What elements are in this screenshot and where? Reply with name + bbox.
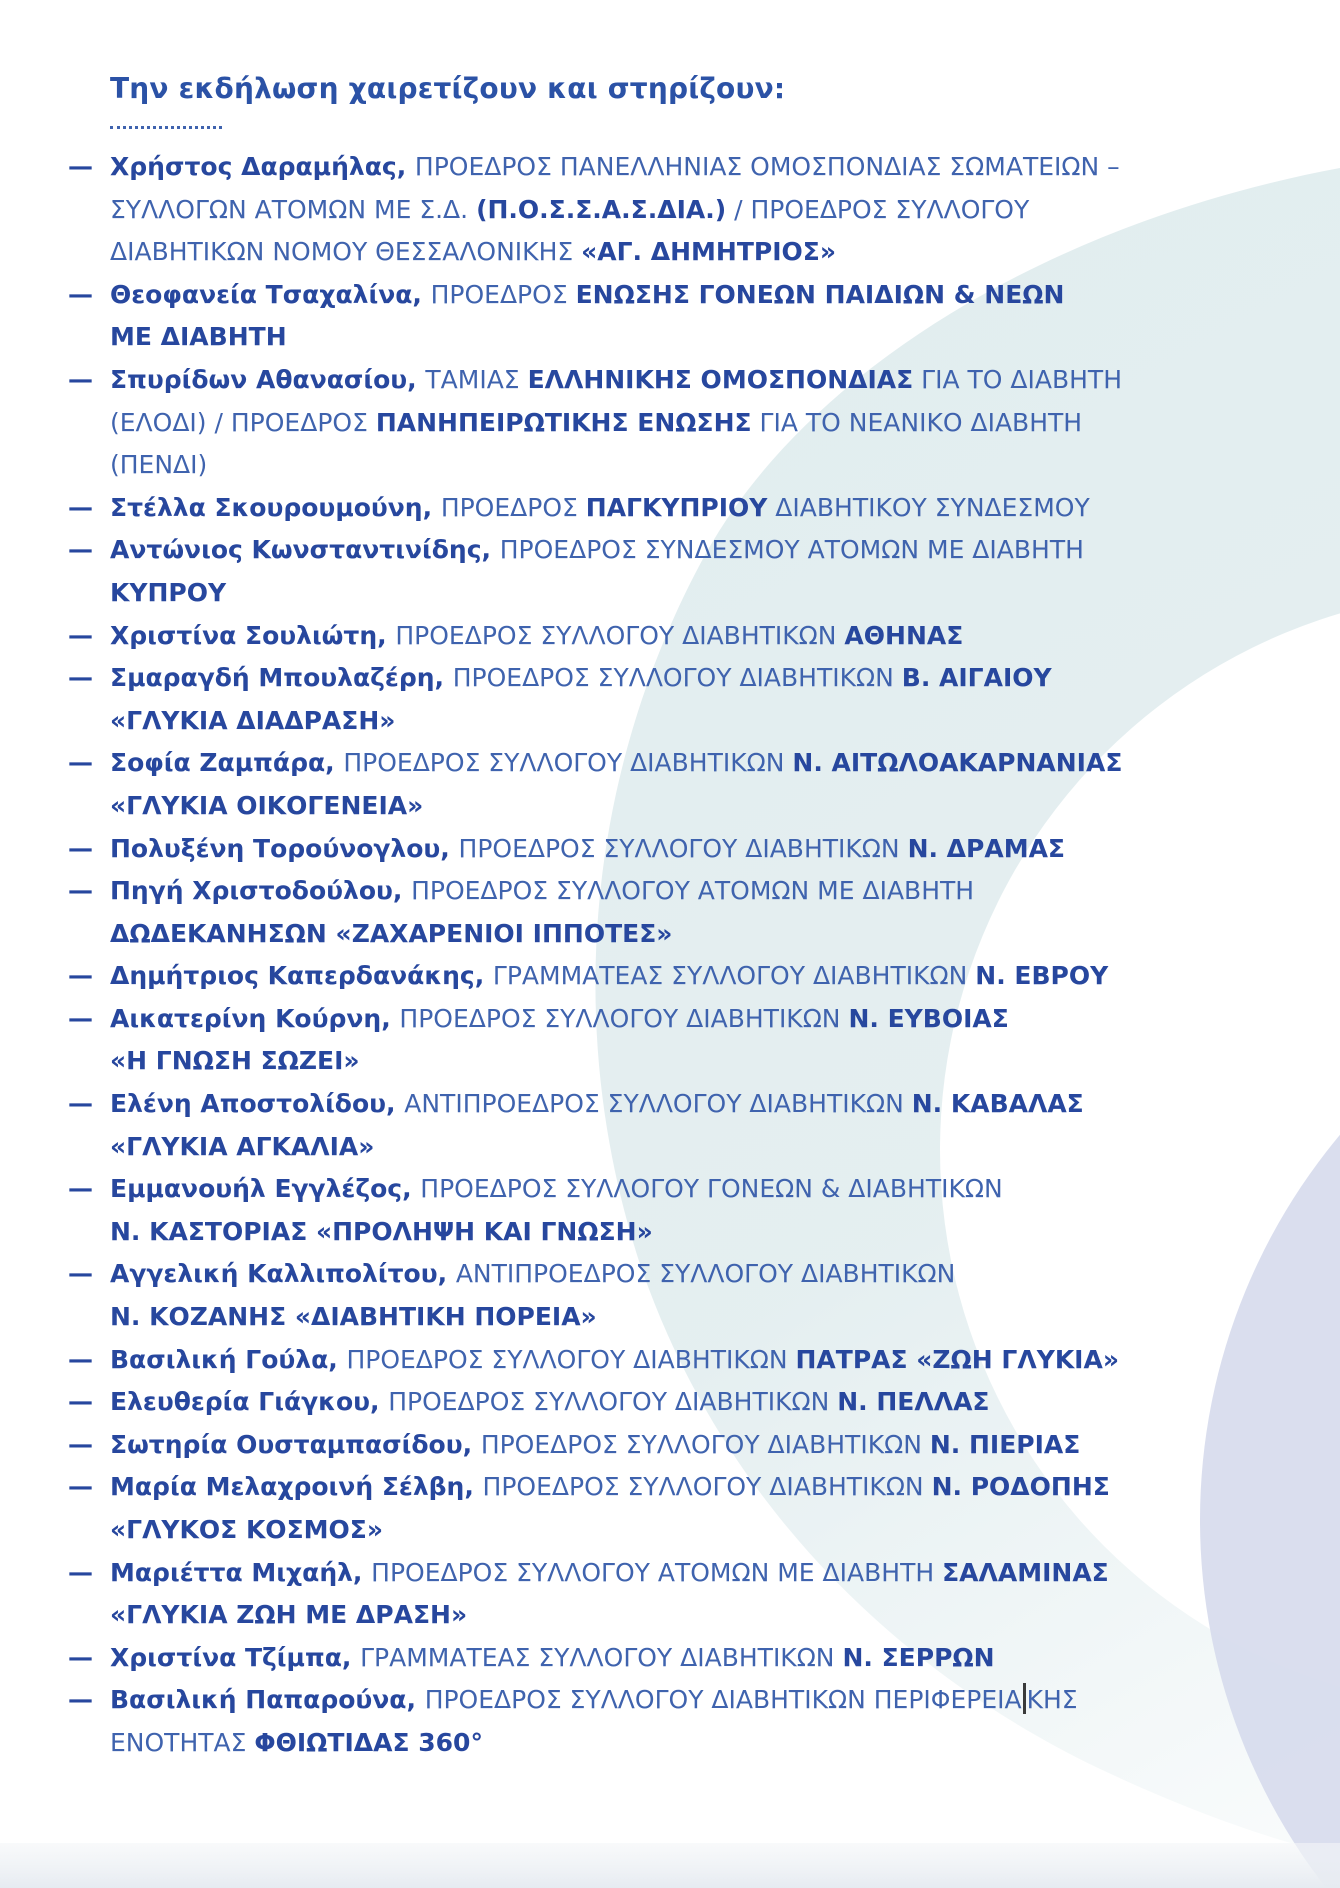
- entry-line: [110, 785, 1290, 828]
- entry-bold-text: Χριστίνα Τζίμπα,: [110, 1642, 361, 1672]
- entry-bold-text: Ελένη Αποστολίδου,: [110, 1089, 405, 1119]
- entry-regular-text: ΓΙΑ ΤΟ ΔΙΑΒΗΤΗ: [913, 364, 1122, 394]
- entry-line: [110, 1509, 1290, 1552]
- entry-bold-text: ΔΩΔΕΚΑΝΗΣΩΝ «ΖΑΧΑΡΕΝΙΟΙ ΙΠΠΟΤΕΣ»: [110, 918, 673, 948]
- entry-regular-text: ΓΡΑΜΜΑΤΕΑΣ ΣΥΛΛΟΓΟΥ ΔΙΑΒΗΤΙΚΩΝ: [492, 961, 976, 991]
- entry-bold-text: Ν. ΣΕΡΡΩΝ: [842, 1642, 995, 1672]
- entry-bold-text: Ν. ΚΑΣΤΟΡΙΑΣ «ΠΡΟΛΗΨΗ ΚΑΙ ΓΝΩΣΗ»: [110, 1216, 653, 1246]
- entry-bold-text: Μαρία Μελαχροινή Σέλβη,: [110, 1472, 483, 1502]
- list-entry: [68, 487, 1290, 530]
- entry-line: [68, 1253, 1290, 1296]
- entry-line: [68, 1381, 1290, 1424]
- entry-bold-text: «ΓΛΥΚΙΑ ΑΓΚΑΛΙΑ»: [110, 1131, 375, 1161]
- entry-bold-text: Αικατερίνη Κούρνη,: [110, 1003, 400, 1033]
- entry-bold-text: «ΓΛΥΚΙΑ ΔΙΑΔΡΑΣΗ»: [110, 705, 396, 735]
- entry-dash: —: [68, 1259, 93, 1289]
- list-entry: [68, 359, 1290, 487]
- entry-regular-text: ΑΝΤΙΠΡΟΕΔΡΟΣ ΣΥΛΛΟΓΟΥ ΔΙΑΒΗΤΙΚΩΝ: [404, 1089, 912, 1119]
- entry-dash: —: [68, 1472, 93, 1502]
- entry-regular-text: ΔΙΑΒΗΤΙΚΟΥ ΣΥΝΔΕΣΜΟΥ: [767, 492, 1090, 522]
- entry-line: [68, 955, 1290, 998]
- entry-regular-text: ΠΡΟΕΔΡΟΣ ΣΥΛΛΟΓΟΥ ΔΙΑΒΗΤΙΚΩΝ: [452, 663, 902, 693]
- list-entry: [68, 1679, 1290, 1764]
- entry-line: [68, 1168, 1290, 1211]
- entry-regular-text: ΠΡΟΕΔΡΟΣ ΣΥΝΔΕΣΜΟΥ ΑΤΟΜΩΝ ΜΕ ΔΙΑΒΗΤΗ: [499, 535, 1084, 565]
- entry-dash: —: [68, 1344, 93, 1374]
- entry-bold-text: «ΑΓ. ΔΗΜΗΤΡΙΟΣ»: [581, 237, 836, 267]
- entry-dash: —: [68, 364, 93, 394]
- entry-bold-text: Β. ΑΙΓΑΙΟΥ: [901, 663, 1052, 693]
- entry-dash: —: [68, 492, 93, 522]
- list-entry: [68, 1253, 1290, 1338]
- list-entry: [68, 998, 1290, 1083]
- page-title: Την εκδήλωση χαιρετίζουν και στηρίζουν:: [110, 72, 786, 105]
- entry-line: [68, 1466, 1290, 1509]
- entry-bold-text: Ν. ΕΒΡΟΥ: [975, 961, 1109, 991]
- entry-bold-text: ΣΑΛΑΜΙΝΑΣ: [942, 1557, 1109, 1587]
- entry-dash: —: [68, 279, 93, 309]
- entry-regular-text: ΕΝΟΤΗΤΑΣ: [110, 1727, 255, 1757]
- entry-dash: —: [68, 1642, 93, 1672]
- entry-regular-text: ΠΡΟΕΔΡΟΣ ΣΥΛΛΟΓΟΥ ΑΤΟΜΩΝ ΜΕ ΔΙΑΒΗΤΗ: [411, 876, 975, 906]
- entry-regular-text: ΠΡΟΕΔΡΟΣ ΣΥΛΛΟΓΟΥ ΔΙΑΒΗΤΙΚΩΝ: [458, 833, 908, 863]
- entry-dash: —: [68, 961, 93, 991]
- entry-dash: —: [68, 1003, 93, 1033]
- entry-line: [110, 1594, 1290, 1637]
- list-entry: [68, 742, 1290, 827]
- entry-regular-text: ΑΝΤΙΠΡΟΕΔΡΟΣ ΣΥΛΛΟΓΟΥ ΔΙΑΒΗΤΙΚΩΝ: [455, 1259, 956, 1289]
- entry-bold-text: Στέλλα Σκουρουμούνη,: [110, 492, 441, 522]
- entry-line: [68, 828, 1290, 871]
- entry-line: [110, 1296, 1290, 1339]
- entry-line: [68, 1679, 1290, 1722]
- entry-line: [110, 1211, 1290, 1254]
- entry-bold-text: (Π.Ο.Σ.Σ.Α.Σ.ΔΙΑ.): [476, 194, 727, 224]
- entry-regular-text: ΠΡΟΕΔΡΟΣ ΣΥΛΛΟΓΟΥ ΔΙΑΒΗΤΙΚΩΝ: [395, 620, 845, 650]
- entry-regular-text: ΠΡΟΕΔΡΟΣ ΣΥΛΛΟΓΟΥ ΔΙΑΒΗΤΙΚΩΝ: [480, 1429, 930, 1459]
- entry-bold-text: «ΓΛΥΚΙΑ ΟΙΚΟΓΕΝΕΙΑ»: [110, 790, 424, 820]
- supporters-list: [68, 146, 1290, 1765]
- list-entry: [68, 146, 1290, 274]
- entry-dash: —: [68, 833, 93, 863]
- entry-bold-text: Ν. ΑΙΤΩΛΟΑΚΑΡΝΑΝΙΑΣ: [792, 748, 1123, 778]
- entry-bold-text: Χρήστος Δαραμήλας,: [110, 152, 415, 181]
- entry-bold-text: Ν. ΚΑΒΑΛΑΣ: [911, 1089, 1084, 1119]
- entry-bold-text: Ν. ΡΟΔΟΠΗΣ: [931, 1472, 1110, 1502]
- entry-bold-text: Σμαραγδή Μπουλαζέρη,: [110, 663, 453, 693]
- entry-bold-text: Μαριέττα Μιχαήλ,: [110, 1557, 372, 1587]
- entry-line: [68, 998, 1290, 1041]
- entry-line: [110, 700, 1290, 743]
- entry-regular-text: ΠΡΟΕΔΡΟΣ ΣΥΛΛΟΓΟΥ ΔΙΑΒΗΤΙΚΩΝ: [482, 1472, 932, 1502]
- entry-bold-text: ΚΥΠΡΟΥ: [110, 577, 227, 607]
- entry-regular-text: (ΕΛΟΔΙ) / ΠΡΟΕΔΡΟΣ: [110, 407, 376, 437]
- entry-bold-text: ΕΝΩΣΗΣ ΓΟΝΕΩΝ ΠΑΙΔΙΩΝ & ΝΕΩΝ: [575, 279, 1065, 309]
- entry-regular-text: ΠΡΟΕΔΡΟΣ ΣΥΛΛΟΓΟΥ ΓΟΝΕΩΝ & ΔΙΑΒΗΤΙΚΩΝ: [420, 1174, 1003, 1204]
- entry-bold-text: Ν. ΕΥΒΟΙΑΣ: [848, 1003, 1009, 1033]
- entry-regular-text: / ΠΡΟΕΔΡΟΣ ΣΥΛΛΟΓΟΥ: [726, 194, 1030, 224]
- list-entry: [68, 870, 1290, 955]
- list-entry: [68, 1168, 1290, 1253]
- entry-regular-text: (ΠΕΝΔΙ): [110, 450, 208, 480]
- entry-bold-text: ΜΕ ΔΙΑΒΗΤΗ: [110, 322, 287, 352]
- entry-line: [110, 189, 1290, 232]
- entry-regular-text: ΓΡΑΜΜΑΤΕΑΣ ΣΥΛΛΟΓΟΥ ΔΙΑΒΗΤΙΚΩΝ: [360, 1642, 843, 1672]
- entry-dash: —: [68, 620, 93, 650]
- entry-bold-text: Σοφία Ζαμπάρα,: [110, 748, 344, 778]
- entry-line: [110, 231, 1290, 274]
- entry-line: [110, 1722, 1290, 1765]
- entry-dash: —: [68, 1174, 93, 1204]
- list-entry: [68, 1339, 1290, 1382]
- entry-regular-text: ΠΡΟΕΔΡΟΣ ΣΥΛΛΟΓΟΥ ΔΙΑΒΗΤΙΚΩΝ: [346, 1344, 796, 1374]
- entry-bold-text: Ν. ΔΡΑΜΑΣ: [907, 833, 1066, 863]
- entry-bold-text: Σωτηρία Ουσταμπασίδου,: [110, 1429, 481, 1459]
- entry-bold-text: Θεοφανεία Τσαχαλίνα,: [110, 279, 431, 309]
- entry-line: [110, 444, 1290, 487]
- entry-regular-text: ΠΡΟΕΔΡΟΣ ΣΥΛΛΟΓΟΥ ΔΙΑΒΗΤΙΚΩΝ: [399, 1003, 849, 1033]
- list-entry: [68, 274, 1290, 359]
- entry-line: [68, 359, 1290, 402]
- entry-regular-text: ΠΡΟΕΔΡΟΣ ΠΑΝΕΛΛΗΝΙΑΣ ΟΜΟΣΠΟΝΔΙΑΣ ΣΩΜΑΤΕΙΩΝ –: [414, 152, 1120, 181]
- entry-bold-text: Ν. ΠΕΛΛΑΣ: [837, 1387, 990, 1417]
- entry-bold-text: Αντώνιος Κωνσταντινίδης,: [110, 535, 500, 565]
- entry-bold-text: Εμμανουήλ Εγγλέζος,: [110, 1174, 421, 1204]
- entry-regular-text: ΠΡΟΕΔΡΟΣ ΣΥΛΛΟΓΟΥ ΑΤΟΜΩΝ ΜΕ ΔΙΑΒΗΤΗ: [371, 1557, 943, 1587]
- entry-line: [68, 487, 1290, 530]
- list-entry: [68, 955, 1290, 998]
- entry-line: [68, 1339, 1290, 1382]
- list-entry: [68, 828, 1290, 871]
- entry-regular-text: ΣΥΛΛΟΓΩΝ ΑΤΟΜΩΝ ΜΕ Σ.Δ.: [110, 194, 477, 224]
- entry-bold-text: ΠΑΓΚΥΠΡΙΟΥ: [585, 492, 768, 522]
- entry-line: [68, 1552, 1290, 1595]
- entry-bold-text: Χριστίνα Σουλιώτη,: [110, 620, 396, 650]
- dotted-separator: [110, 112, 222, 129]
- entry-regular-text: ΚΗΣ: [1026, 1685, 1078, 1715]
- entry-line: [68, 870, 1290, 913]
- entry-line: [68, 1083, 1290, 1126]
- entry-bold-text: Πολυξένη Τορούνογλου,: [110, 833, 459, 863]
- list-entry: [68, 657, 1290, 742]
- entry-regular-text: ΠΡΟΕΔΡΟΣ: [430, 279, 576, 309]
- entry-regular-text: ΠΡΟΕΔΡΟΣ ΣΥΛΛΟΓΟΥ ΔΙΑΒΗΤΙΚΩΝ: [343, 748, 793, 778]
- entry-line: [110, 913, 1290, 956]
- entry-bold-text: ΦΘΙΩΤΙΔΑΣ 360°: [254, 1727, 483, 1757]
- list-entry: [68, 1637, 1290, 1680]
- entry-bold-text: Ελευθερία Γιάγκου,: [110, 1387, 389, 1417]
- entry-dash: —: [68, 1429, 93, 1459]
- entry-bold-text: Αγγελική Καλλιπολίτου,: [110, 1259, 456, 1289]
- entry-line: [68, 657, 1290, 700]
- entry-bold-text: Ν. ΠΙΕΡΙΑΣ: [929, 1429, 1081, 1459]
- entry-regular-text: ΠΡΟΕΔΡΟΣ ΣΥΛΛΟΓΟΥ ΔΙΑΒΗΤΙΚΩΝ: [388, 1387, 838, 1417]
- entry-bold-text: Πηγή Χριστοδούλου,: [110, 876, 412, 906]
- entry-dash: —: [68, 663, 93, 693]
- entry-regular-text: ΠΡΟΕΔΡΟΣ ΣΥΛΛΟΓΟΥ ΔΙΑΒΗΤΙΚΩΝ ΠΕΡΙΦΕΡΕΙΑ: [424, 1685, 1022, 1715]
- entry-dash: —: [68, 152, 93, 181]
- entry-line: [68, 146, 1290, 189]
- entry-line: [68, 742, 1290, 785]
- list-entry: [68, 529, 1290, 614]
- entry-dash: —: [68, 876, 93, 906]
- entry-bold-text: Σπυρίδων Αθανασίου,: [110, 364, 426, 394]
- list-entry: [68, 1466, 1290, 1551]
- entry-regular-text: ΓΙΑ ΤΟ ΝΕΑΝΙΚΟ ΔΙΑΒΗΤΗ: [751, 407, 1083, 437]
- entry-bold-text: Δημήτριος Καπερδανάκης,: [110, 961, 493, 991]
- entry-dash: —: [68, 1387, 93, 1417]
- entry-line: [68, 1424, 1290, 1467]
- list-entry: [68, 1424, 1290, 1467]
- entry-line: [110, 572, 1290, 615]
- entry-bold-text: «ΓΛΥΚΙΑ ΖΩΗ ΜΕ ΔΡΑΣΗ»: [110, 1600, 468, 1630]
- entry-line: [110, 402, 1290, 445]
- entry-bold-text: ΠΑΝΗΠΕΙΡΩΤΙΚΗΣ ΕΝΩΣΗΣ: [375, 407, 752, 437]
- entry-bold-text: ΕΛΛΗΝΙΚΗΣ ΟΜΟΣΠΟΝΔΙΑΣ: [527, 364, 914, 394]
- list-entry: [68, 1552, 1290, 1637]
- entry-regular-text: ΤΑΜΙΑΣ: [425, 364, 528, 394]
- entry-bold-text: ΑΘΗΝΑΣ: [844, 620, 964, 650]
- entry-dash: —: [68, 1685, 93, 1715]
- entry-regular-text: ΔΙΑΒΗΤΙΚΩΝ ΝΟΜΟΥ ΘΕΣΣΑΛΟΝΙΚΗΣ: [110, 237, 582, 267]
- entry-line: [110, 1040, 1290, 1083]
- entry-line: [68, 615, 1290, 658]
- entry-bold-text: Βασιλική Γούλα,: [110, 1344, 347, 1374]
- list-entry: [68, 1083, 1290, 1168]
- list-entry: [68, 1381, 1290, 1424]
- entry-bold-text: «Η ΓΝΩΣΗ ΣΩΖΕΙ»: [110, 1046, 360, 1076]
- entry-line: [110, 1126, 1290, 1169]
- entry-dash: —: [68, 1089, 93, 1119]
- text-cursor: [1023, 1683, 1026, 1714]
- entry-line: [68, 529, 1290, 572]
- entry-line: [68, 274, 1290, 317]
- entry-dash: —: [68, 748, 93, 778]
- entry-bold-text: Βασιλική Παπαρούνα,: [110, 1685, 425, 1715]
- footer-band: [0, 1843, 1340, 1888]
- entry-bold-text: Ν. ΚΟΖΑΝΗΣ «ΔΙΑΒΗΤΙΚΗ ΠΟΡΕΙΑ»: [110, 1302, 597, 1332]
- entry-bold-text: ΠΑΤΡΑΣ «ΖΩΗ ΓΛΥΚΙΑ»: [795, 1344, 1119, 1374]
- entry-bold-text: «ΓΛΥΚΟΣ ΚΟΣΜΟΣ»: [110, 1515, 383, 1544]
- list-entry: [68, 615, 1290, 658]
- entry-regular-text: ΠΡΟΕΔΡΟΣ: [440, 492, 586, 522]
- entry-line: [110, 316, 1290, 359]
- entry-line: [68, 1637, 1290, 1680]
- entry-dash: —: [68, 535, 93, 565]
- entry-dash: —: [68, 1557, 93, 1587]
